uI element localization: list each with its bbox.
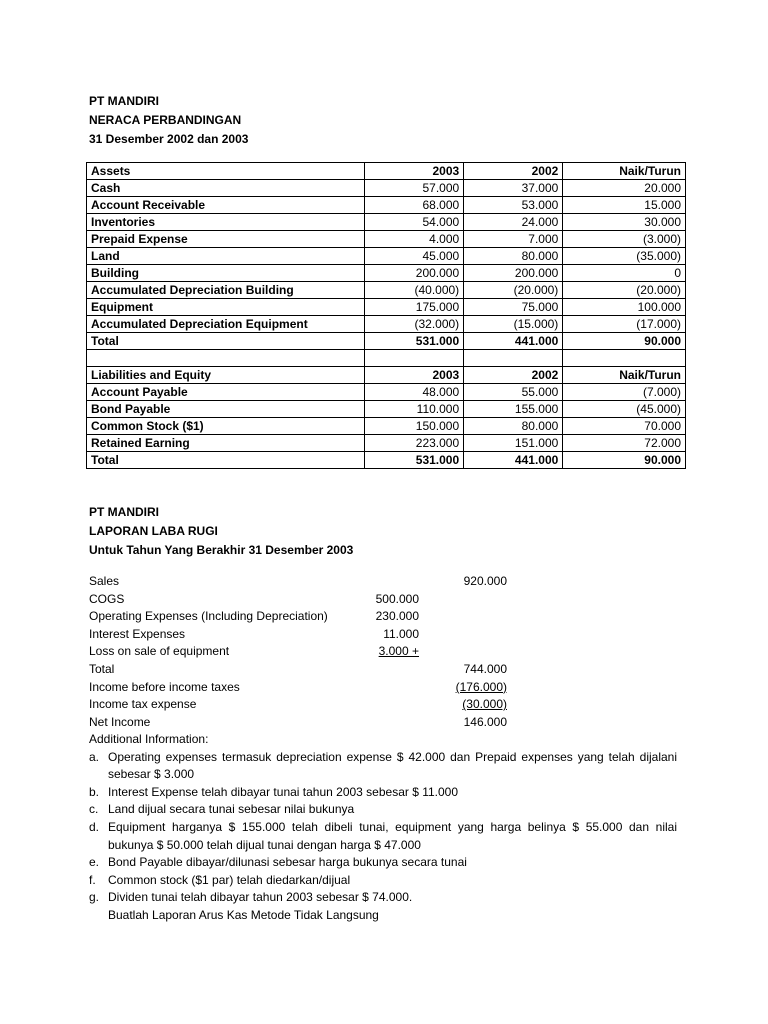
value-2003: (40.000) bbox=[365, 282, 464, 299]
list-item bbox=[89, 784, 677, 802]
income-row-before-tax bbox=[89, 679, 689, 697]
value-2002: 55.000 bbox=[464, 384, 563, 401]
amount-col-2: (176.000) bbox=[455, 679, 507, 694]
item-marker: g. bbox=[89, 890, 100, 905]
balance-sheet-table bbox=[86, 162, 686, 469]
table-row bbox=[87, 418, 686, 435]
list-item bbox=[89, 749, 677, 784]
row-label: Net Income bbox=[89, 714, 151, 729]
item-marker: c. bbox=[89, 802, 99, 817]
table-header-cell: Liabilities and Equity bbox=[87, 367, 365, 384]
item-marker: a. bbox=[89, 749, 100, 764]
value-2003: 68.000 bbox=[365, 197, 464, 214]
liabilities-header-row bbox=[87, 367, 686, 384]
table-row bbox=[87, 265, 686, 282]
amount-col-1: 500.000 bbox=[375, 591, 419, 606]
value-2003: 57.000 bbox=[365, 180, 464, 197]
value-2003: 223.000 bbox=[365, 435, 464, 452]
table-row bbox=[87, 316, 686, 333]
row-label: Retained Earning bbox=[87, 435, 365, 452]
row-label: Account Receivable bbox=[87, 197, 365, 214]
additional-information bbox=[89, 731, 677, 925]
item-text: Common stock ($1 par) telah diedarkan/dijual bbox=[108, 872, 351, 887]
table-header-cell: Naik/Turun bbox=[563, 163, 686, 180]
assets-header-row bbox=[87, 163, 686, 180]
value-2003: (32.000) bbox=[365, 316, 464, 333]
table-header-cell: 2002 bbox=[464, 367, 563, 384]
value-2002: 53.000 bbox=[464, 197, 563, 214]
row-label: Account Payable bbox=[87, 384, 365, 401]
income-row-cogs bbox=[89, 591, 689, 609]
task-instruction: Buatlah Laporan Arus Kas Metode Tidak Langsung bbox=[108, 907, 379, 922]
row-label: COGS bbox=[89, 591, 125, 606]
item-text: Land dijual secara tunai sebesar nilai bukunya bbox=[108, 802, 355, 817]
value-2003: 200.000 bbox=[365, 265, 464, 282]
amount-col-2: (30.000) bbox=[462, 697, 507, 712]
value-2003: 54.000 bbox=[365, 214, 464, 231]
total-2002: 441.000 bbox=[464, 452, 563, 469]
total-change: 90.000 bbox=[563, 452, 686, 469]
row-label: Income tax expense bbox=[89, 697, 197, 712]
additional-title: Additional Information: bbox=[89, 732, 209, 746]
table-header-cell: Naik/Turun bbox=[563, 367, 686, 384]
row-label: Loss on sale of equipment bbox=[89, 644, 230, 659]
value-2002: 151.000 bbox=[464, 435, 563, 452]
total-label: Total bbox=[87, 333, 365, 350]
income-row-sales bbox=[89, 573, 689, 591]
table-row bbox=[87, 214, 686, 231]
list-item bbox=[89, 854, 677, 872]
value-2003: 45.000 bbox=[365, 248, 464, 265]
row-label: Interest Expenses bbox=[89, 626, 186, 641]
table-row bbox=[87, 231, 686, 248]
income-statement-header bbox=[89, 503, 353, 560]
amount-col-1: 3.000 + bbox=[378, 644, 419, 659]
value-2002: 200.000 bbox=[464, 265, 563, 282]
item-text: Equipment harganya $ 155.000 telah dibeli tunai, equipment yang harga belinya $ 55.000 dan nilai bukunya $ 50.000 telah dijual tunai dengan harga $ 47.000 bbox=[108, 819, 677, 852]
item-text: Interest Expense telah dibayar tunai tahun 2003 sebesar $ 11.000 bbox=[108, 784, 459, 799]
amount-col-2: 744.000 bbox=[463, 661, 507, 676]
row-label: Operating Expenses (Including Depreciation) bbox=[89, 609, 328, 624]
row-label: Prepaid Expense bbox=[87, 231, 365, 248]
item-marker: b. bbox=[89, 784, 100, 799]
total-label: Total bbox=[87, 452, 365, 469]
table-row bbox=[87, 248, 686, 265]
table-row bbox=[87, 435, 686, 452]
income-row-interest bbox=[89, 626, 689, 644]
amount-col-1: 230.000 bbox=[375, 609, 419, 624]
value-change: 0 bbox=[563, 265, 686, 282]
balance-sheet-header bbox=[89, 92, 248, 149]
task-instruction-row bbox=[89, 907, 677, 925]
liabilities-total-row bbox=[87, 452, 686, 469]
total-2003: 531.000 bbox=[365, 452, 464, 469]
spacer-row bbox=[87, 350, 686, 367]
value-change: (17.000) bbox=[563, 316, 686, 333]
balance-sheet-date: 31 Desember 2002 dan 2003 bbox=[89, 132, 249, 146]
value-change: (7.000) bbox=[563, 384, 686, 401]
value-change: 72.000 bbox=[563, 435, 686, 452]
income-statement-period: Untuk Tahun Yang Berakhir 31 Desember 2003 bbox=[89, 543, 354, 557]
table-row bbox=[87, 401, 686, 418]
income-row-loss bbox=[89, 643, 689, 661]
value-change: 15.000 bbox=[563, 197, 686, 214]
value-change: (20.000) bbox=[563, 282, 686, 299]
table-header-cell: 2003 bbox=[365, 367, 464, 384]
value-change: (35.000) bbox=[563, 248, 686, 265]
balance-sheet-title: NERACA PERBANDINGAN bbox=[89, 113, 242, 127]
row-label: Land bbox=[87, 248, 365, 265]
item-text: Operating expenses termasuk depreciation expense $ 42.000 dan Prepaid expenses yang telah dijalani sebesar $ 3.000 bbox=[108, 749, 677, 782]
value-2002: (15.000) bbox=[464, 316, 563, 333]
assets-total-row bbox=[87, 333, 686, 350]
row-label: Building bbox=[87, 265, 365, 282]
value-change: 70.000 bbox=[563, 418, 686, 435]
income-row-net bbox=[89, 714, 689, 732]
row-label: Bond Payable bbox=[87, 401, 365, 418]
item-text: Bond Payable dibayar/dilunasi sebesar harga bukunya secara tunai bbox=[108, 855, 467, 870]
table-header-cell: 2003 bbox=[365, 163, 464, 180]
row-label: Inventories bbox=[87, 214, 365, 231]
item-text: Dividen tunai telah dibayar tahun 2003 sebesar $ 74.000. bbox=[108, 890, 413, 905]
value-change: 30.000 bbox=[563, 214, 686, 231]
value-2003: 110.000 bbox=[365, 401, 464, 418]
list-item bbox=[89, 801, 677, 819]
table-header-cell: Assets bbox=[87, 163, 365, 180]
total-2002: 441.000 bbox=[464, 333, 563, 350]
income-row-tax bbox=[89, 696, 689, 714]
item-marker: d. bbox=[89, 819, 100, 834]
value-change: (45.000) bbox=[563, 401, 686, 418]
list-item bbox=[89, 872, 677, 890]
value-2002: 7.000 bbox=[464, 231, 563, 248]
value-2002: (20.000) bbox=[464, 282, 563, 299]
row-label: Accumulated Depreciation Equipment bbox=[87, 316, 365, 333]
value-change: (3.000) bbox=[563, 231, 686, 248]
table-row bbox=[87, 299, 686, 316]
total-2003: 531.000 bbox=[365, 333, 464, 350]
item-marker: e. bbox=[89, 855, 100, 870]
table-header-cell: 2002 bbox=[464, 163, 563, 180]
value-change: 20.000 bbox=[563, 180, 686, 197]
row-label: Accumulated Depreciation Building bbox=[87, 282, 365, 299]
row-label: Common Stock ($1) bbox=[87, 418, 365, 435]
row-label: Income before income taxes bbox=[89, 679, 240, 694]
income-statement bbox=[89, 573, 689, 731]
value-change: 100.000 bbox=[563, 299, 686, 316]
company-name: PT MANDIRI bbox=[89, 505, 159, 519]
list-item bbox=[89, 819, 677, 854]
amount-col-2: 920.000 bbox=[463, 574, 507, 588]
table-row bbox=[87, 180, 686, 197]
value-2002: 80.000 bbox=[464, 418, 563, 435]
table-row bbox=[87, 282, 686, 299]
value-2003: 175.000 bbox=[365, 299, 464, 316]
income-row-opex bbox=[89, 608, 689, 626]
company-name: PT MANDIRI bbox=[89, 94, 159, 108]
row-label: Sales bbox=[89, 574, 120, 588]
row-label: Total bbox=[89, 661, 115, 676]
row-label: Cash bbox=[87, 180, 365, 197]
amount-col-1: 11.000 bbox=[383, 626, 419, 641]
value-2003: 4.000 bbox=[365, 231, 464, 248]
value-2002: 24.000 bbox=[464, 214, 563, 231]
value-2003: 150.000 bbox=[365, 418, 464, 435]
value-2003: 48.000 bbox=[365, 384, 464, 401]
amount-col-2: 146.000 bbox=[463, 714, 507, 729]
table-row bbox=[87, 384, 686, 401]
income-row-total bbox=[89, 661, 689, 679]
row-label: Equipment bbox=[87, 299, 365, 316]
value-2002: 80.000 bbox=[464, 248, 563, 265]
value-2002: 37.000 bbox=[464, 180, 563, 197]
value-2002: 155.000 bbox=[464, 401, 563, 418]
item-marker: f. bbox=[89, 872, 96, 887]
table-row bbox=[87, 197, 686, 214]
value-2002: 75.000 bbox=[464, 299, 563, 316]
income-statement-title: LAPORAN LABA RUGI bbox=[89, 524, 218, 538]
total-change: 90.000 bbox=[563, 333, 686, 350]
list-item bbox=[89, 889, 677, 907]
